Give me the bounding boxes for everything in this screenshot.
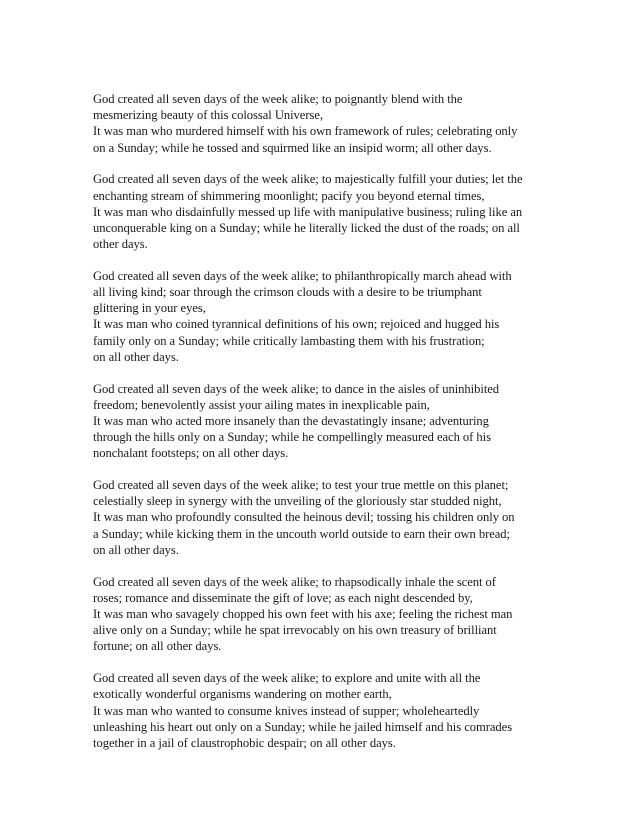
stanza-line: a Sunday; while kicking them in the uncouth world outside to earn their own bread; bbox=[93, 526, 510, 541]
stanza-line: exotically wonderful organisms wandering on mother earth, bbox=[93, 687, 392, 702]
stanza-line: mesmerizing beauty of this colossal Universe, bbox=[93, 108, 323, 123]
stanza-line: It was man who wanted to consume knives instead of supper; wholeheartedly bbox=[93, 703, 480, 718]
stanza-line: roses; romance and disseminate the gift of love; as each night descended by, bbox=[93, 590, 473, 605]
stanza-line: together in a jail of claustrophobic despair; on all other days. bbox=[93, 735, 396, 750]
stanza-line: unconquerable king on a Sunday; while he literally licked the dust of the roads; on all bbox=[93, 220, 520, 235]
stanza-4 bbox=[93, 381, 548, 462]
stanza-2 bbox=[93, 171, 548, 252]
stanza-line: family only on a Sunday; while critically lambasting them with his frustration; bbox=[93, 333, 485, 348]
stanza-line: on all other days. bbox=[93, 349, 179, 364]
poem-body bbox=[93, 91, 548, 767]
stanza-5 bbox=[93, 477, 548, 558]
stanza-line: nonchalant footsteps; on all other days. bbox=[93, 446, 289, 461]
stanza-line: It was man who savagely chopped his own feet with his axe; feeling the richest man bbox=[93, 606, 513, 621]
stanza-line: freedom; benevolently assist your ailing mates in inexplicable pain, bbox=[93, 397, 430, 412]
stanza-line: It was man who coined tyrannical definitions of his own; rejoiced and hugged his bbox=[93, 317, 500, 332]
stanza-line: It was man who profoundly consulted the heinous devil; tossing his children only on bbox=[93, 510, 515, 525]
stanza-line: It was man who disdainfully messed up life with manipulative business; ruling like an bbox=[93, 204, 523, 219]
stanza-line: on all other days. bbox=[93, 542, 179, 557]
stanza-line: on a Sunday; while he tossed and squirmed like an insipid worm; all other days. bbox=[93, 140, 492, 155]
stanza-line: enchanting stream of shimmering moonlight; pacify you beyond eternal times, bbox=[93, 188, 485, 203]
stanza-line: God created all seven days of the week alike; to dance in the aisles of uninhibited bbox=[93, 381, 500, 396]
stanza-line: God created all seven days of the week alike; to majestically fulfill your duties; let the bbox=[93, 172, 523, 187]
stanza-line: other days. bbox=[93, 237, 148, 252]
stanza-line: God created all seven days of the week alike; to explore and unite with all the bbox=[93, 671, 481, 686]
stanza-line: It was man who murdered himself with his own framework of rules; celebrating only bbox=[93, 124, 518, 139]
stanza-line: It was man who acted more insanely than the devastatingly insane; adventuring bbox=[93, 413, 489, 428]
stanza-line: God created all seven days of the week alike; to poignantly blend with the bbox=[93, 92, 463, 106]
stanza-line: God created all seven days of the week alike; to rhapsodically inhale the scent of bbox=[93, 574, 496, 589]
stanza-1 bbox=[93, 91, 548, 156]
stanza-line: unleashing his heart out only on a Sunday; while he jailed himself and his comrades bbox=[93, 719, 513, 734]
stanza-3 bbox=[93, 268, 548, 365]
stanza-line: through the hills only on a Sunday; while he compellingly measured each of his bbox=[93, 430, 491, 445]
stanza-6 bbox=[93, 574, 548, 655]
stanza-line: God created all seven days of the week alike; to test your true mettle on this planet; bbox=[93, 478, 509, 493]
stanza-line: God created all seven days of the week alike; to philanthropically march ahead with bbox=[93, 268, 512, 283]
stanza-line: fortune; on all other days. bbox=[93, 639, 222, 654]
stanza-line: glittering in your eyes, bbox=[93, 301, 206, 316]
stanza-line: celestially sleep in synergy with the unveiling of the gloriously star studded night, bbox=[93, 494, 502, 509]
stanza-line: all living kind; soar through the crimson clouds with a desire to be triumphant bbox=[93, 285, 482, 300]
stanza-7 bbox=[93, 670, 548, 751]
stanza-line: alive only on a Sunday; while he spat irrevocably on his own treasury of brilliant bbox=[93, 623, 497, 638]
